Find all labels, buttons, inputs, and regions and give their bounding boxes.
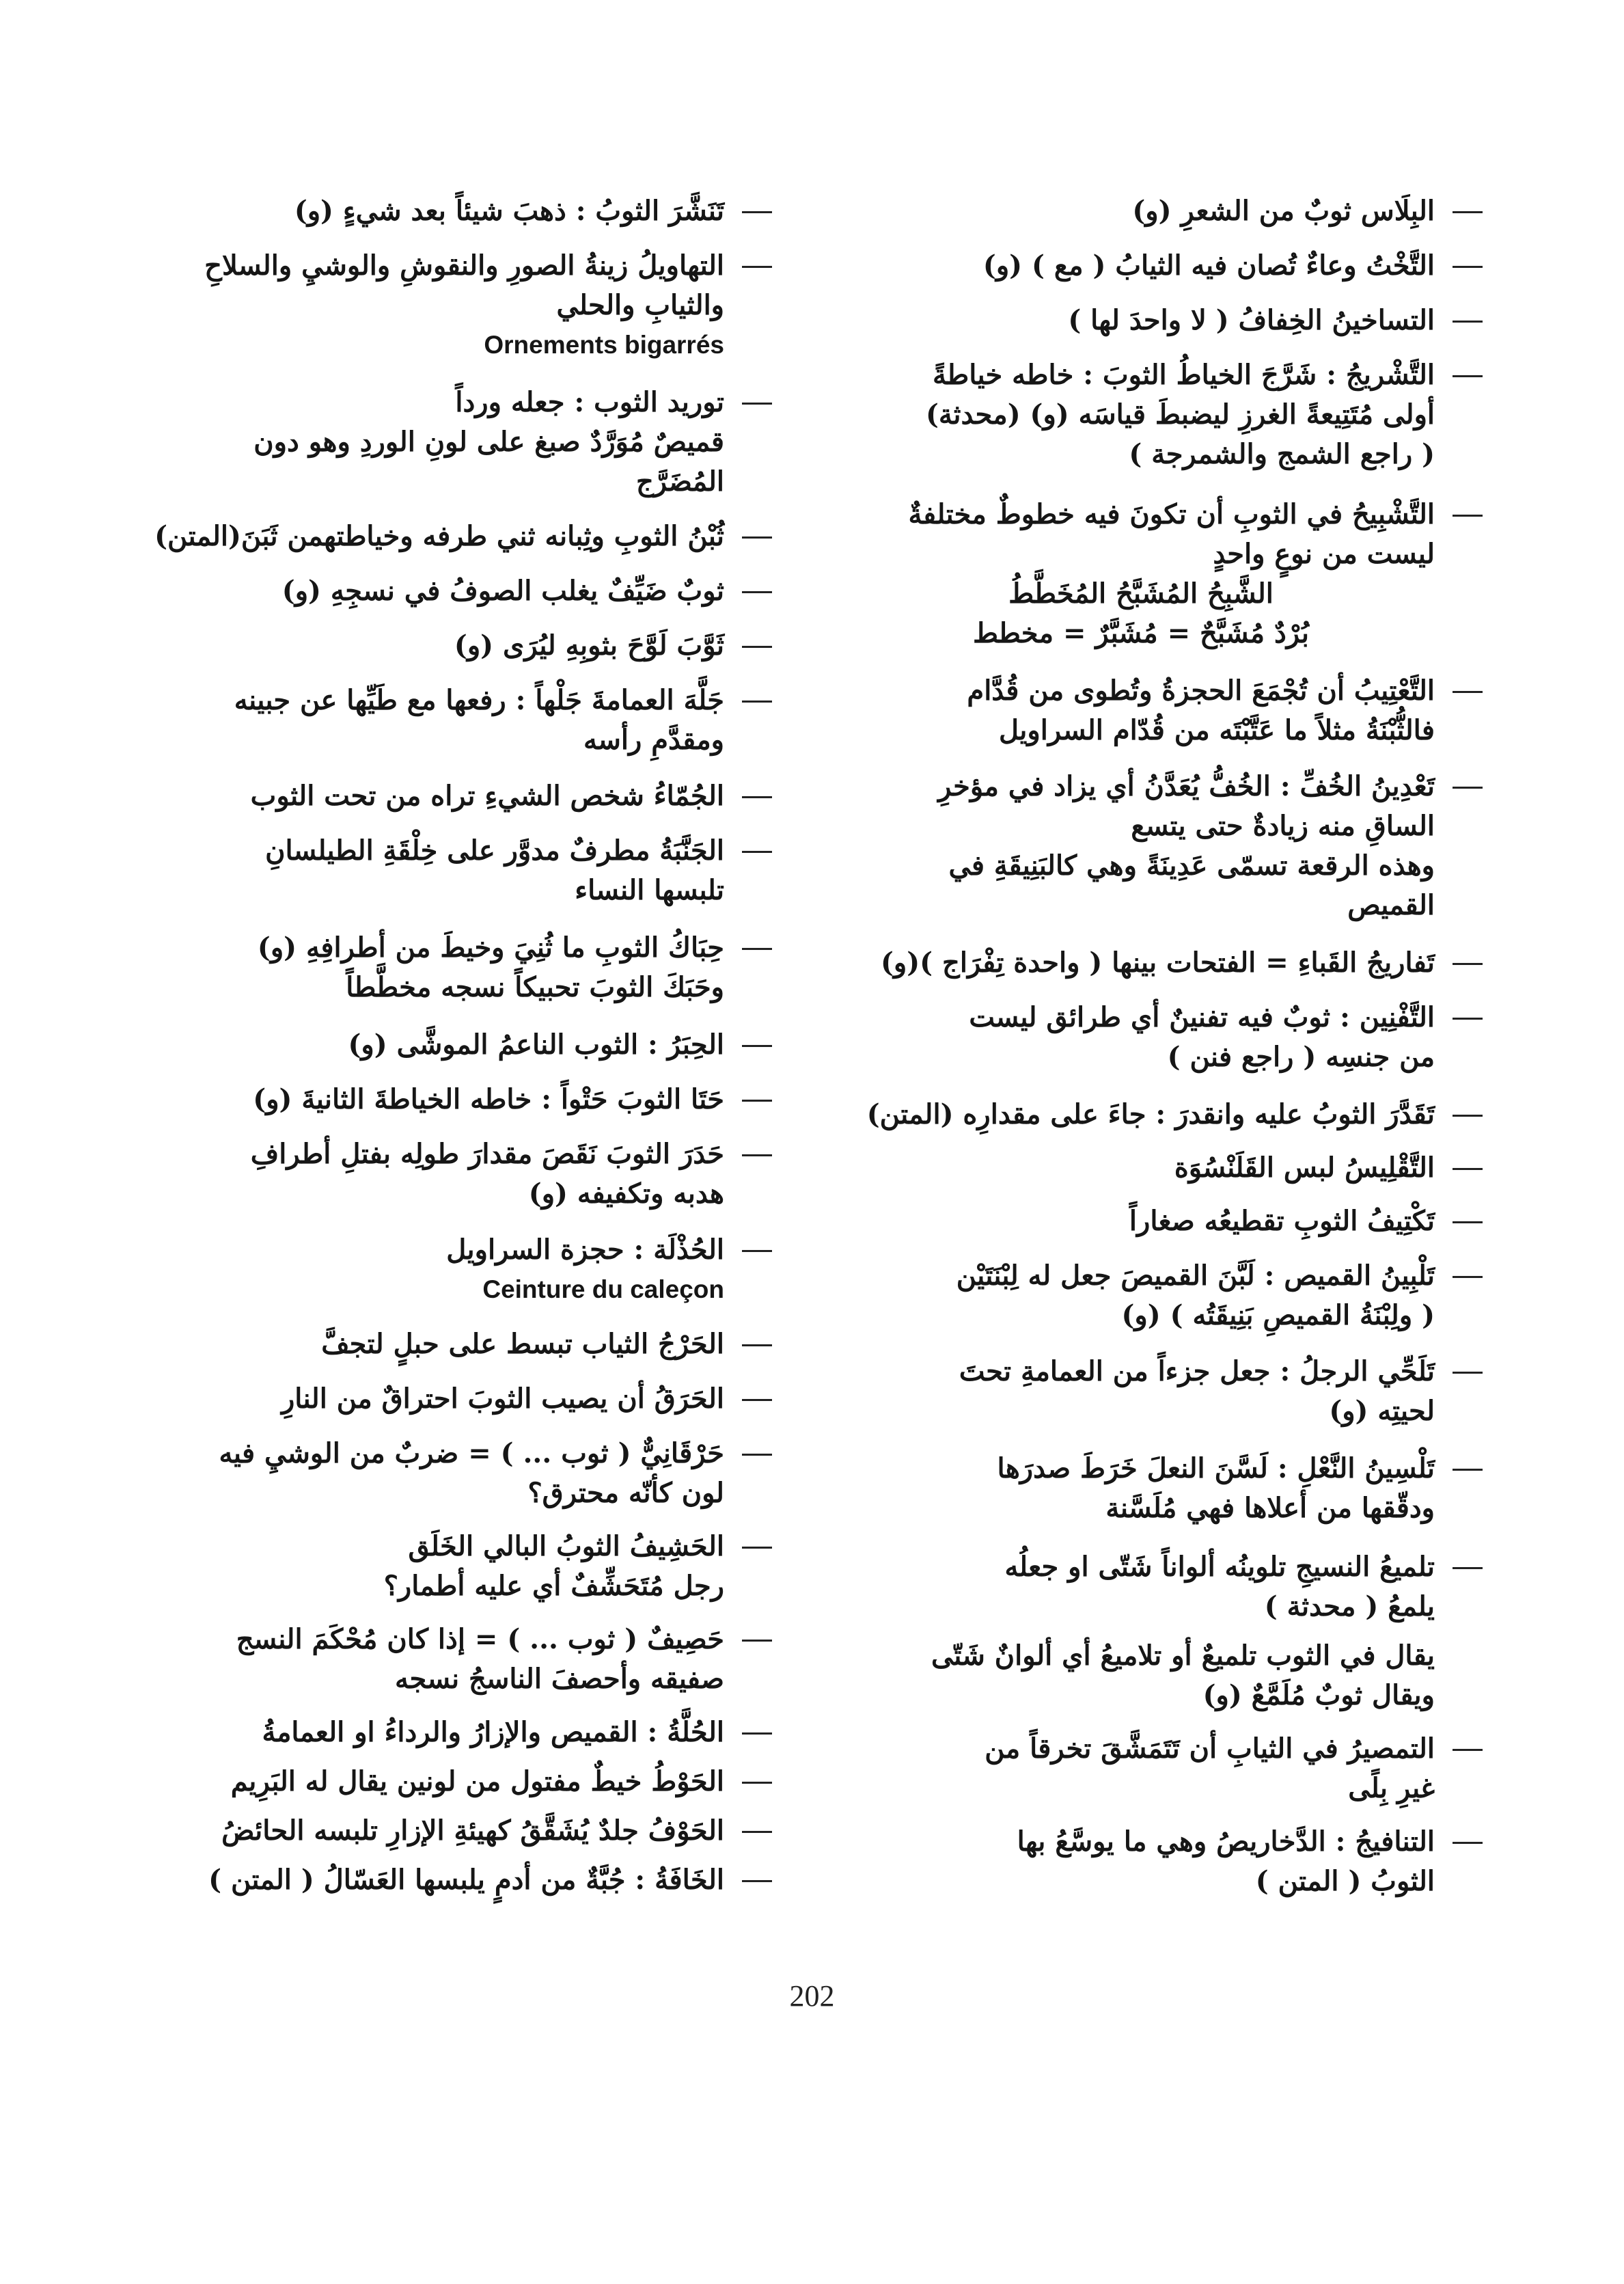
entry-line: رجل مُتَحَشِّفٌ أي عليه أطمار؟ <box>383 1570 724 1602</box>
entry-line: تَنَشَّرَ الثوبُ : ذهبَ شيئاً بعد شيءٍ (و) <box>294 195 724 227</box>
dictionary-entry <box>847 671 1483 750</box>
entry-dash-marker <box>742 591 772 593</box>
dictionary-entry <box>137 1080 772 1119</box>
entry-line: التساخينُ الخِفافُ ( لا واحدَ لها ) <box>1068 304 1435 336</box>
entry-line: التمصيرُ في الثيابِ أن تَتَمَشَّقَ تخرقاً من <box>985 1732 1435 1765</box>
entry-line: ثُبْنُ الثوبِ وثِبانه ثني طرفه وخياطتهمن ثَبَنَ(المتن) <box>154 520 724 552</box>
entry-dash-marker <box>1453 515 1483 517</box>
entry-dash-marker <box>742 646 772 648</box>
entry-line: الجُمّاءُ شخص الشيءِ تراه من تحت الثوب <box>250 780 724 812</box>
entry-line: حَصِيفٌ ( ثوب ... ) = إذا كان مُحْكَمَ النسج <box>236 1623 724 1655</box>
entry-line: الشَّبِحُ المُشَبَّحُ المُخَطَّطُ <box>1008 577 1274 610</box>
dictionary-entry <box>137 1811 772 1851</box>
entry-line: وهذه الرقعة تسمّى عَدِينَةً وهي كالبَنِيقَةِ في <box>948 849 1435 882</box>
entry-dash-marker <box>1453 691 1483 693</box>
dictionary-entry <box>137 517 772 556</box>
dictionary-entry <box>137 1025 772 1065</box>
dictionary-entry <box>847 1547 1483 1627</box>
entry-dash-marker <box>742 1547 772 1549</box>
entry-line: الحُلَّةُ : القميص والإزارُ والرداءُ او العمامةُ <box>262 1716 724 1748</box>
entry-dash-marker <box>742 1250 772 1252</box>
dictionary-entry <box>137 1762 772 1802</box>
entry-line: توريد الثوب : جعله ورداً <box>455 386 724 418</box>
dictionary-entry <box>847 1095 1483 1134</box>
entry-line: ( ولِبْنَةُ القميصِ بَنِيقَتُه ) (و) <box>1121 1299 1435 1331</box>
dictionary-entry <box>847 1729 1483 1808</box>
dictionary-entry <box>847 1449 1483 1528</box>
entry-line: الحِبَرُ : الثوب الناعمُ الموشَّى (و) <box>348 1029 724 1061</box>
entry-dash-marker <box>1453 1115 1483 1117</box>
entry-dash-marker <box>742 1154 772 1156</box>
dictionary-entry <box>847 943 1483 983</box>
entry-line: التَّشْريجُ : شَرَّجَ الخياطُ الثوبَ : خاطه خياطةً <box>932 359 1435 391</box>
entry-dash-marker <box>742 1045 772 1047</box>
entry-line: حَرْقَانِيٌّ ( ثوب ... ) = ضربٌ من الوشيِ فيه <box>219 1437 724 1469</box>
entry-dash-marker <box>742 1732 772 1735</box>
entry-dash-marker <box>742 266 772 268</box>
entry-line: البِلَاس ثوبٌ من الشعرِ (و) <box>1132 195 1435 227</box>
left-column <box>137 176 772 1900</box>
entry-dash-marker <box>1453 1018 1483 1020</box>
entry-dash-marker <box>1453 963 1483 965</box>
entry-dash-marker <box>742 948 772 950</box>
dictionary-entry <box>847 998 1483 1077</box>
entry-line: يقال في الثوب تلميعٌ أو تلاميعُ أي ألوانٌ شَتّى <box>931 1640 1435 1672</box>
entry-line: تَكْتِيفُ الثوبِ تقطيعُه صغاراً <box>1129 1205 1435 1237</box>
entry-line: والثيابِ والحلي <box>556 289 724 321</box>
entry-dash-marker <box>1453 1749 1483 1751</box>
dictionary-entry <box>847 1352 1483 1431</box>
entry-line: التَّقْلِيسُ لبس القَلَنْسُوَة <box>1174 1152 1435 1184</box>
entry-line: القميص <box>1347 889 1435 921</box>
entry-line: وحَبَكَ الثوبَ تحبيكاً نسجه مخطَّطاً <box>346 971 724 1003</box>
dictionary-entry <box>847 1256 1483 1335</box>
dictionary-entry <box>137 681 772 760</box>
entry-line: هدبه وتكفيفه (و) <box>528 1178 724 1210</box>
entry-line: الحَوْطُ خيطٌ مفتول من لونين يقال له البَرِيم <box>230 1765 724 1797</box>
entry-line: ودقّقها من أعلاها فهي مُلَسَّنة <box>1105 1492 1435 1524</box>
entry-line: الحَوْفُ جلدٌ يُشَقَّقُ كهيئةِ الإزارِ تلبسه الحائضُ <box>221 1814 724 1847</box>
entry-dash-marker <box>1453 266 1483 268</box>
entry-line: لون كأنّه محترق؟ <box>527 1477 724 1509</box>
entry-dash-marker <box>742 701 772 703</box>
entry-dash-marker <box>1453 1842 1483 1844</box>
entry-dash-marker <box>1453 1567 1483 1569</box>
french-gloss: Ornements bigarrés <box>484 331 724 359</box>
dictionary-entry <box>847 355 1483 474</box>
dictionary-entry <box>847 767 1483 925</box>
dictionary-entry <box>137 383 772 502</box>
dictionary-entry <box>847 1148 1483 1188</box>
entry-dash-marker <box>742 1640 772 1642</box>
entry-line: المُضَرَّج <box>635 465 724 498</box>
dictionary-entry <box>847 1636 1483 1715</box>
dictionary-entry <box>137 928 772 1007</box>
entry-line: فالثُّبْنَةُ مثلاً ما عَتَّبْتَه من قُدّام السراويل <box>999 714 1435 746</box>
entry-line: جَلَّهَ العمامةَ جَلْهاً : رفعها مع طَيِّها عن جبينه <box>234 684 724 716</box>
entry-dash-marker <box>742 1782 772 1784</box>
entry-dash-marker <box>1453 1469 1483 1471</box>
entry-dash-marker <box>742 1831 772 1833</box>
dictionary-entry <box>137 1860 772 1900</box>
dictionary-entry <box>137 1434 772 1513</box>
entry-dash-marker <box>1453 375 1483 377</box>
entry-dash-marker <box>1453 1372 1483 1374</box>
entry-line: الخَافَةُ : جُبَّةٌ من أدمٍ يلبسها العَسّالُ ( المتن ) <box>208 1864 724 1896</box>
dictionary-entry <box>847 1201 1483 1241</box>
entry-line: ويقال ثوبٌ مُلَمَّعٌ (و) <box>1202 1679 1435 1711</box>
dictionary-entry <box>137 246 772 365</box>
entry-line: الحَرَقُ أن يصيب الثوبَ احتراقٌ من النارِ <box>281 1383 724 1415</box>
dictionary-entry <box>137 1527 772 1606</box>
entry-line: تلميعُ النسيجِ تلوينُه ألواناً شَتّى او جعلُه <box>1004 1551 1435 1583</box>
entry-line: حَتَا الثوبَ حَتْواً : خاطه الخياطةَ الثانيةَ (و) <box>253 1083 724 1115</box>
dictionary-entry <box>137 831 772 910</box>
entry-line: غيرِ بِلًى <box>1348 1772 1435 1804</box>
entry-line: التَّشْبِيحُ في الثوبِ أن تكونَ فيه خطوطٌ مختلفةٌ <box>908 498 1435 530</box>
entry-line: تَفاريجُ القَباءِ = الفتحات بينها ( واحدة تِفْرَاج )(و) <box>880 947 1435 979</box>
entry-line: يلمعُ ( محدثة ) <box>1264 1590 1435 1622</box>
entry-line: أولى مُتَتِيعةً الغرزِ ليضبطَ قياسَه (و) (محدثة) <box>925 398 1435 431</box>
entry-line: ثَوَّبَ لَوَّحَ بثوبِهِ ليُرَى (و) <box>454 629 724 662</box>
entry-line: التَّفْنِين : ثوبٌ فيه تفنينٌ أي طرائق ليست <box>969 1001 1435 1033</box>
dictionary-entry <box>137 1134 772 1214</box>
entry-line: حِبَاكُ الثوبِ ما ثُنِيَ وخيطَ من أطرافِهِ (و) <box>257 932 724 964</box>
entry-line: الثوبُ ( المتن ) <box>1255 1865 1435 1897</box>
dictionary-entry <box>137 1713 772 1752</box>
dictionary-entry <box>847 495 1483 653</box>
entry-dash-marker <box>742 1399 772 1401</box>
entry-dash-marker <box>742 211 772 213</box>
entry-line: الساقِ منه زيادةٌ حتى يتسع <box>1131 810 1435 842</box>
entry-line: الحَشِيفُ الثوبُ البالي الخَلَق <box>408 1530 724 1562</box>
entry-line: الحُذْلَة : حجزة السراويل <box>446 1234 724 1266</box>
entry-line: تَلْسِينُ النَّعْلِ : لَسَّنَ النعلَ خَرَطَ صدرَها <box>997 1452 1435 1484</box>
entry-line: تلبسها النساء <box>575 874 724 906</box>
page-number: 202 <box>789 1979 835 2013</box>
entry-line: التَّخْتُ وعاءٌ تُصان فيه الثيابُ ( مع ) (و) <box>982 249 1435 282</box>
dictionary-entry <box>847 301 1483 340</box>
dictionary-entry <box>847 1822 1483 1901</box>
dictionary-entry <box>137 1324 772 1364</box>
entry-line: ( راجع الشمج والشمرجة ) <box>1129 438 1435 470</box>
dictionary-entry <box>137 1379 772 1419</box>
dictionary-entry <box>137 776 772 816</box>
entry-dash-marker <box>1453 1168 1483 1170</box>
entry-line: ليست من نوعٍ واحدٍ <box>1213 538 1435 570</box>
entry-line: بُرْدٌ مُشَبَّحٌ = مُشَبَّرٌ = مخطط <box>973 617 1309 649</box>
entry-dash-marker <box>742 1100 772 1102</box>
entry-dash-marker <box>1453 211 1483 213</box>
dictionary-entry <box>137 626 772 666</box>
entry-line: صفيقه وأحصفَ الناسجُ نسجه <box>395 1663 724 1695</box>
entry-line: تَقَدَّرَ الثوبُ عليه وانقدرَ : جاءَ على مقدارِه (المتن) <box>866 1098 1435 1130</box>
dictionary-entry <box>137 1230 772 1309</box>
entry-line: التنافيجُ : الدَّخاريصُ وهي ما يوسَّعُ بها <box>1017 1825 1435 1858</box>
entry-line: لحيتِه (و) <box>1329 1395 1435 1427</box>
entry-dash-marker <box>742 536 772 539</box>
entry-dash-marker <box>1453 321 1483 323</box>
entry-line: التَّعْتِيبُ أن تُجْمَعَ الحجزةُ وتُطوى من قُدَّام <box>967 675 1435 707</box>
entry-dash-marker <box>742 1880 772 1882</box>
entry-line: الحَرْجُ الثياب تبسط على حبلٍ لتجفَّ <box>321 1328 724 1360</box>
entry-dash-marker <box>742 403 772 405</box>
entry-line: حَدَرَ الثوبَ نَقَصَ مقدارَ طولِه بفتلِ أطرافِ <box>250 1138 724 1170</box>
entry-line: تَلَحِّي الرجلُ : جعل جزءاً من العمامةِ تحتَ <box>959 1355 1435 1387</box>
dictionary-entry <box>137 191 772 231</box>
dictionary-entry <box>137 571 772 611</box>
entry-line: ثوبٌ ضَيِّفٌ يغلب الصوفُ في نسجِهِ (و) <box>281 575 724 607</box>
entry-dash-marker <box>742 1454 772 1456</box>
entry-line: ومقدَّمِ رأسه <box>583 724 724 756</box>
entry-dash-marker <box>742 851 772 853</box>
entry-dash-marker <box>1453 1276 1483 1278</box>
dictionary-entry <box>847 246 1483 286</box>
entry-dash-marker <box>1453 1221 1483 1223</box>
entry-line: تَلْبِينُ القميص : لَبَّنَ القميصَ جعل له لِبْنَتَيْن <box>956 1260 1435 1292</box>
entry-dash-marker <box>1453 787 1483 789</box>
entry-line: تَعْدِينُ الخُفِّ : الخُفُّ يُعَدَّنُ أي يزاد في مؤخرِ <box>938 770 1435 802</box>
entry-line: من جنسِه ( راجع فنن ) <box>1167 1041 1435 1073</box>
french-gloss: Ceinture du caleçon <box>482 1275 724 1303</box>
entry-line: قميصٌ مُوَرَّدٌ صبغ على لونِ الوردِ وهو دون <box>253 426 724 458</box>
dictionary-entry <box>137 1620 772 1699</box>
entry-line: التهاويلُ زينةُ الصورِ والنقوشِ والوشيِ والسلاحِ <box>204 249 724 282</box>
entry-dash-marker <box>742 1344 772 1346</box>
entry-line: الجَنَّبَةُ مطرفٌ مدوَّر على خِلْقَةِ الطيلسانِ <box>265 834 724 867</box>
entry-dash-marker <box>742 796 772 798</box>
dictionary-entry <box>847 191 1483 231</box>
right-column <box>847 176 1483 1901</box>
